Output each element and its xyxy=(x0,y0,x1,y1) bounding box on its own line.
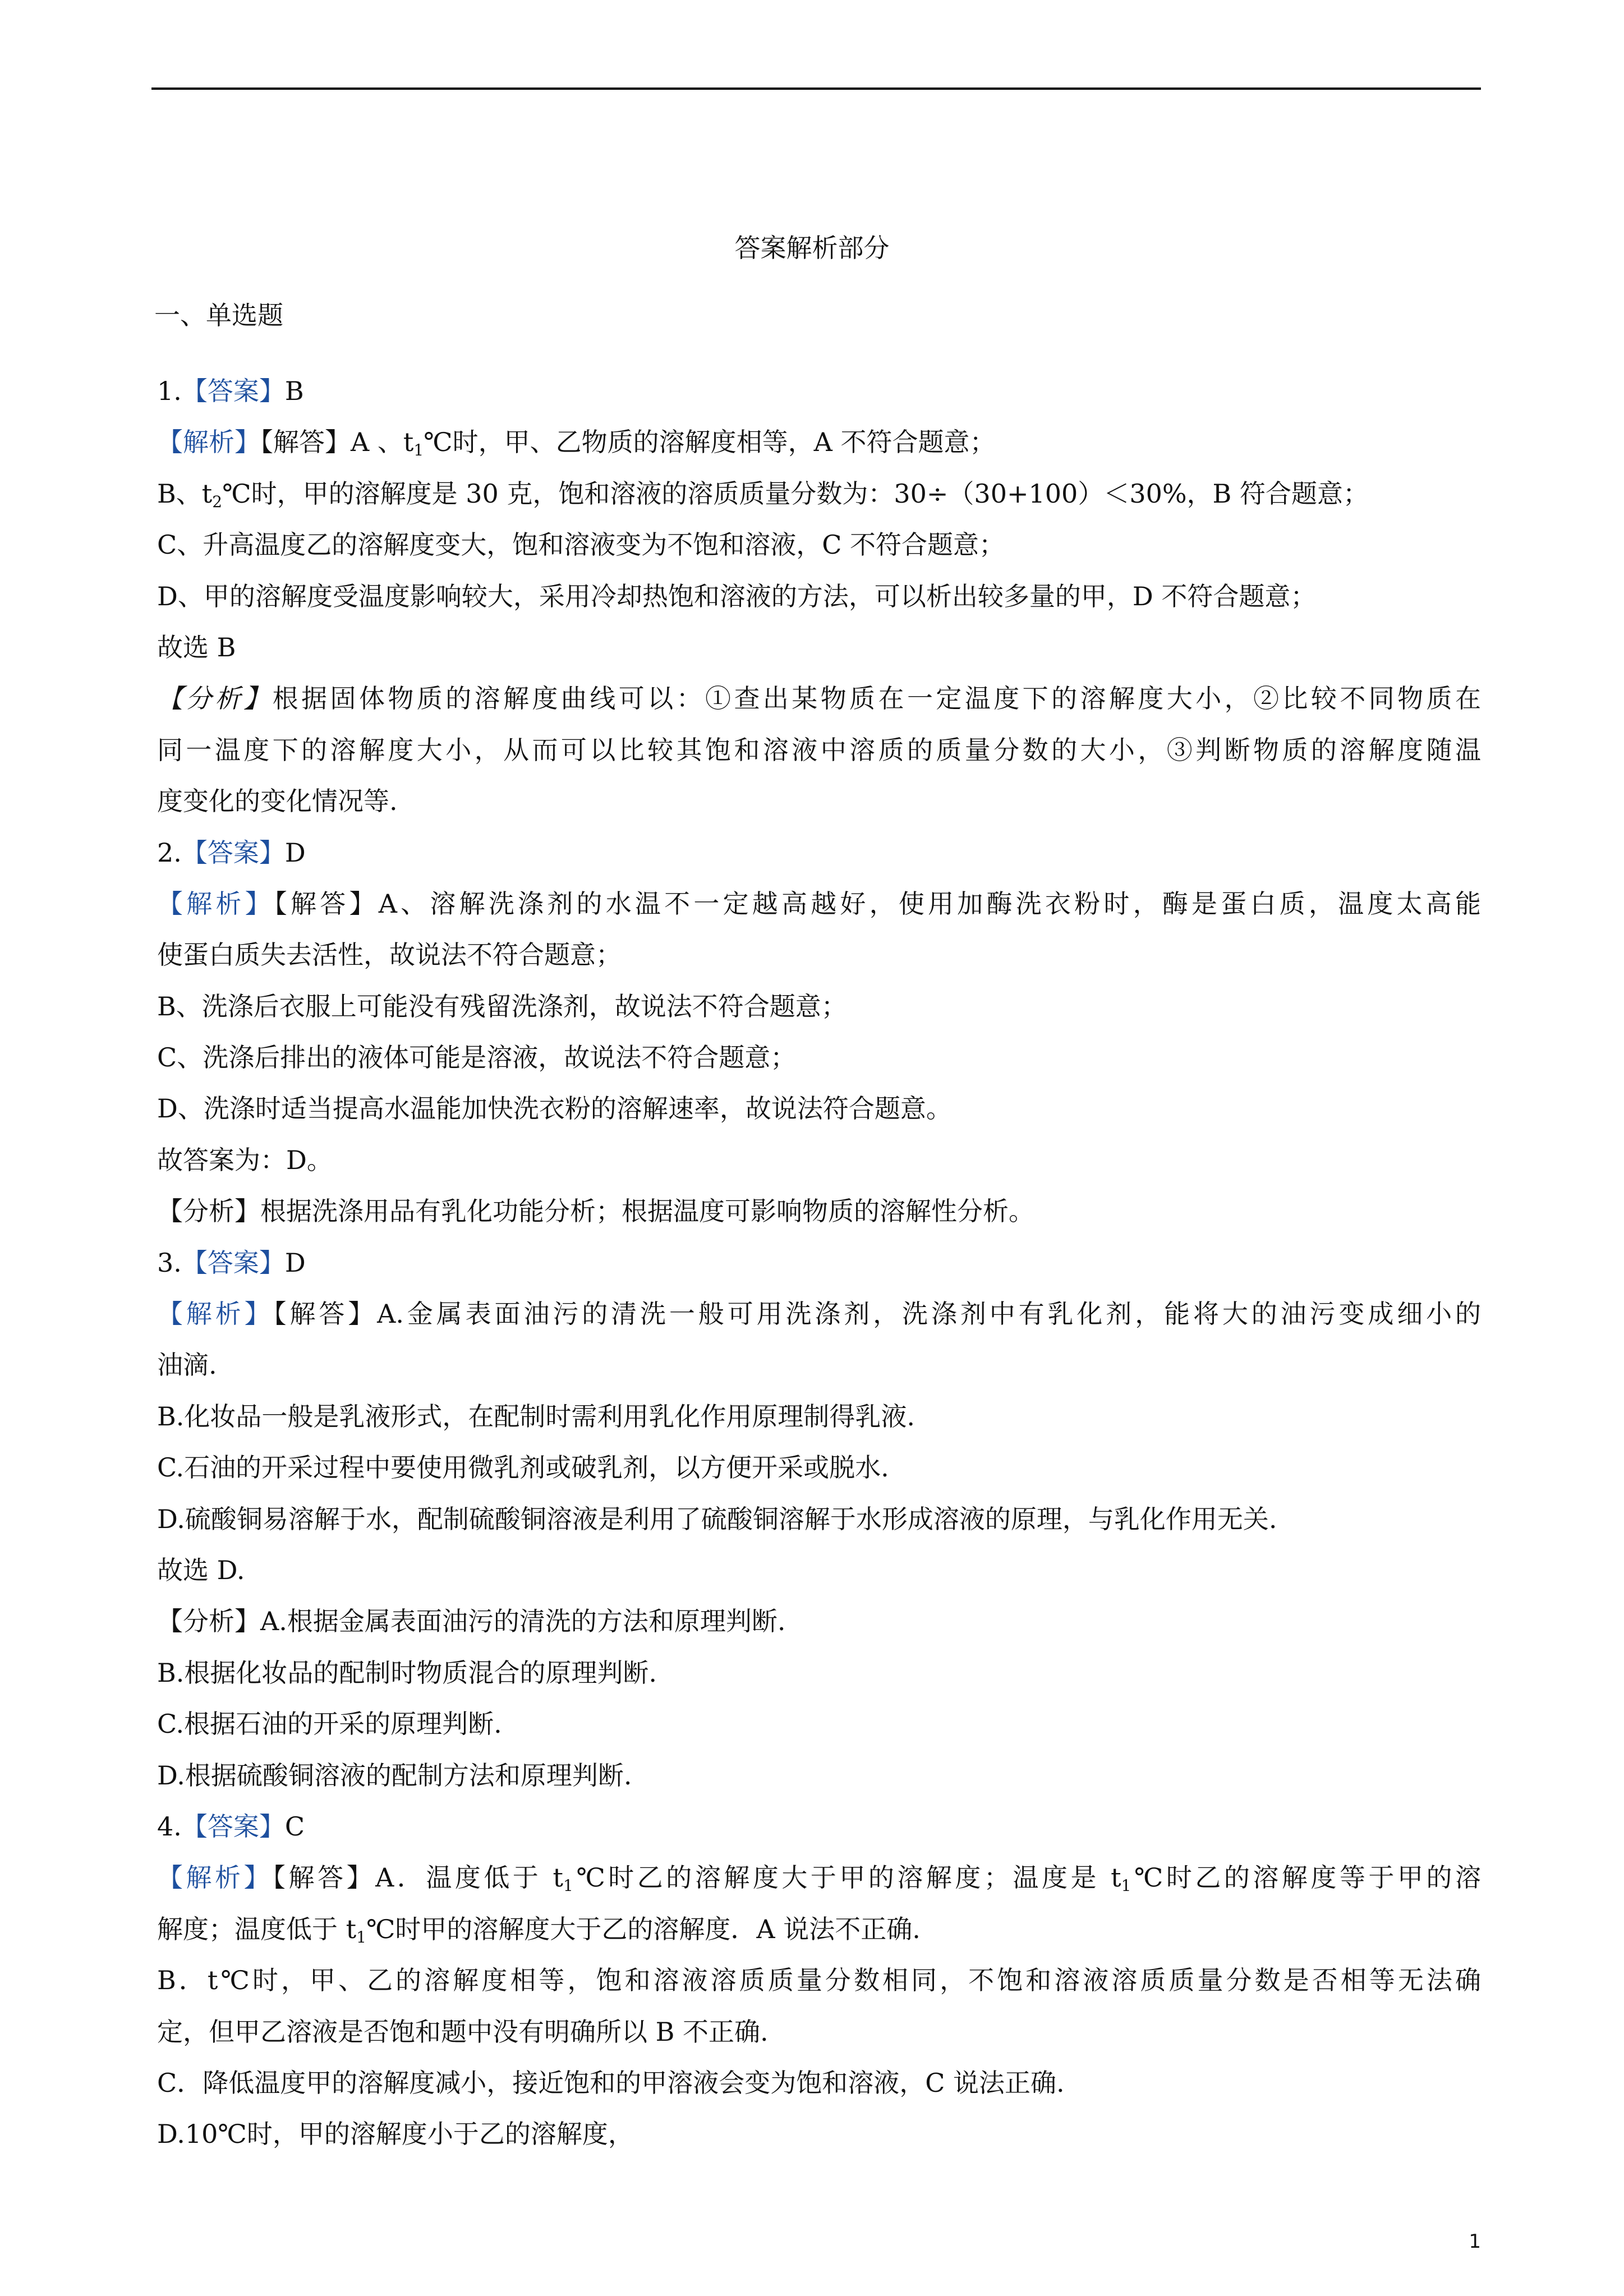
q1-line: B、$t_2℃$时，甲的溶解度是 30 克，饱和溶液的溶质质量分数为：30÷（30+100）＜30%，B 符合题意； xyxy=(157,478,1369,511)
q2-line: D、洗涤时适当提高水温能加快洗衣粉的溶解速率，故说法符合题意。 xyxy=(157,1093,952,1124)
q1-line: C、升高温度乙的溶解度变大，饱和溶液变为不饱和溶液，C 不符合题意； xyxy=(157,530,1005,560)
q1-line: D、甲的溶解度受温度影响较大，采用冷却热饱和溶液的方法，可以析出较多量的甲，D 不符合题意； xyxy=(157,581,1317,611)
q3-line: D.根据硫酸铜溶液的配制方法和原理判断. xyxy=(157,1760,632,1791)
q3-line: B.化妆品一般是乳液形式，在配制时需利用乳化作用原理制得乳液. xyxy=(157,1401,915,1432)
question-3-answer: 3.【答案】D xyxy=(157,1247,306,1278)
q3-line: 【解析】【解答】A.金属表面油污的清洗一般可用洗涤剂，洗涤剂中有乳化剂，能将大的油污变成细小的 xyxy=(157,1299,1482,1329)
page-number: 1 xyxy=(1469,2230,1481,2253)
q1-line: 同一温度下的溶解度大小，从而可以比较其饱和溶液中溶质的质量分数的大小，③判断物质的溶解度随温 xyxy=(157,734,1481,765)
answer-tag: 【答案】 xyxy=(181,1247,285,1278)
q4-line: 解度；温度低于 $t_1℃$时甲的溶解度大于乙的溶解度．A 说法不正确. xyxy=(157,1913,921,1947)
q2-line: 使蛋白质失去活性，故说法不符合题意； xyxy=(157,940,622,970)
q3-line: B.根据化妆品的配制时物质混合的原理判断. xyxy=(157,1657,657,1688)
analysis-tag: 【解析】 xyxy=(157,427,260,458)
q1-line: 【解析】【解答】A 、$t_1℃$时，甲、乙物质的溶解度相等，A 不符合题意； xyxy=(157,427,996,460)
answer-value: C xyxy=(284,1811,305,1842)
q3-line: 【分析】A.根据金属表面油污的清洗的方法和原理判断. xyxy=(157,1606,786,1637)
q4-line: B．t℃时，甲、乙的溶解度相等，饱和溶液溶质质量分数相同，不饱和溶液溶质质量分数是否相等无法确 xyxy=(157,1965,1481,1996)
analysis-tag: 【解析】 xyxy=(157,888,274,919)
q4-line: C．降低温度甲的溶解度减小，接近饱和的甲溶液会变为饱和溶液，C 说法正确. xyxy=(157,2067,1065,2098)
q3-line: C.根据石油的开采的原理判断. xyxy=(157,1709,502,1740)
q2-line: B、洗涤后衣服上可能没有残留洗涤剂，故说法不符合题意； xyxy=(157,991,847,1022)
q1-line: 故选 B xyxy=(157,632,236,662)
answer-content xyxy=(157,366,1481,2160)
q2-line: 【解析】【解答】A、溶解洗涤剂的水温不一定越高越好，使用加酶洗衣粉时，酶是蛋白质，温度太高能 xyxy=(157,888,1481,919)
section-heading: 一、单选题 xyxy=(154,300,283,330)
answer-tag: 【答案】 xyxy=(181,1811,285,1842)
q1-line: 【分析】根据固体物质的溶解度曲线可以：①查出某物质在一定温度下的溶解度大小，②比较不同物质在 xyxy=(157,683,1482,714)
q2-line: 故答案为：D。 xyxy=(157,1144,333,1175)
answer-tag: 【答案】 xyxy=(181,376,285,406)
q2-line: C、洗涤后排出的液体可能是溶液，故说法不符合题意； xyxy=(157,1042,797,1073)
question-2-answer: 2.【答案】D xyxy=(157,837,306,868)
answer-value: B xyxy=(284,376,304,406)
page-title: 答案解析部分 xyxy=(734,233,890,263)
analysis-tag: 【解析】 xyxy=(157,1862,273,1893)
q3-line: 故选 D. xyxy=(157,1554,245,1585)
question-1-answer: 1.【答案】B xyxy=(157,376,304,406)
question-4-answer: 4.【答案】C xyxy=(157,1811,305,1842)
q2-line: 【分析】根据洗涤用品有乳化功能分析；根据温度可影响物质的溶解性分析。 xyxy=(157,1196,1034,1227)
q3-line: 油滴. xyxy=(157,1350,217,1381)
analysis-tag: 【解析】 xyxy=(157,1299,274,1329)
answer-value: D xyxy=(284,837,306,868)
header-rule xyxy=(151,88,1481,90)
q4-line: 【解析】【解答】A．温度低于 $t_1℃$时乙的溶解度大于甲的溶解度；温度是 $t_1℃$时乙的溶解度等于甲的溶 xyxy=(157,1862,1481,1895)
answer-value: D xyxy=(284,1247,306,1278)
q3-line: C.石油的开采过程中要使用微乳剂或破乳剂，以方便开采或脱水. xyxy=(157,1452,889,1483)
q3-line: D.硫酸铜易溶解于水，配制硫酸铜溶液是利用了硫酸铜溶解于水形成溶液的原理，与乳化作用无关. xyxy=(157,1503,1277,1534)
analysis-label: 【分析】 xyxy=(157,683,273,714)
q4-line: D.10℃时，甲的溶解度小于乙的溶解度， xyxy=(157,2119,634,2150)
q4-line: 定，但甲乙溶液是否饱和题中没有明确所以 B 不正确. xyxy=(157,2016,769,2047)
q1-line: 度变化的变化情况等. xyxy=(157,786,398,817)
answer-tag: 【答案】 xyxy=(181,837,285,868)
